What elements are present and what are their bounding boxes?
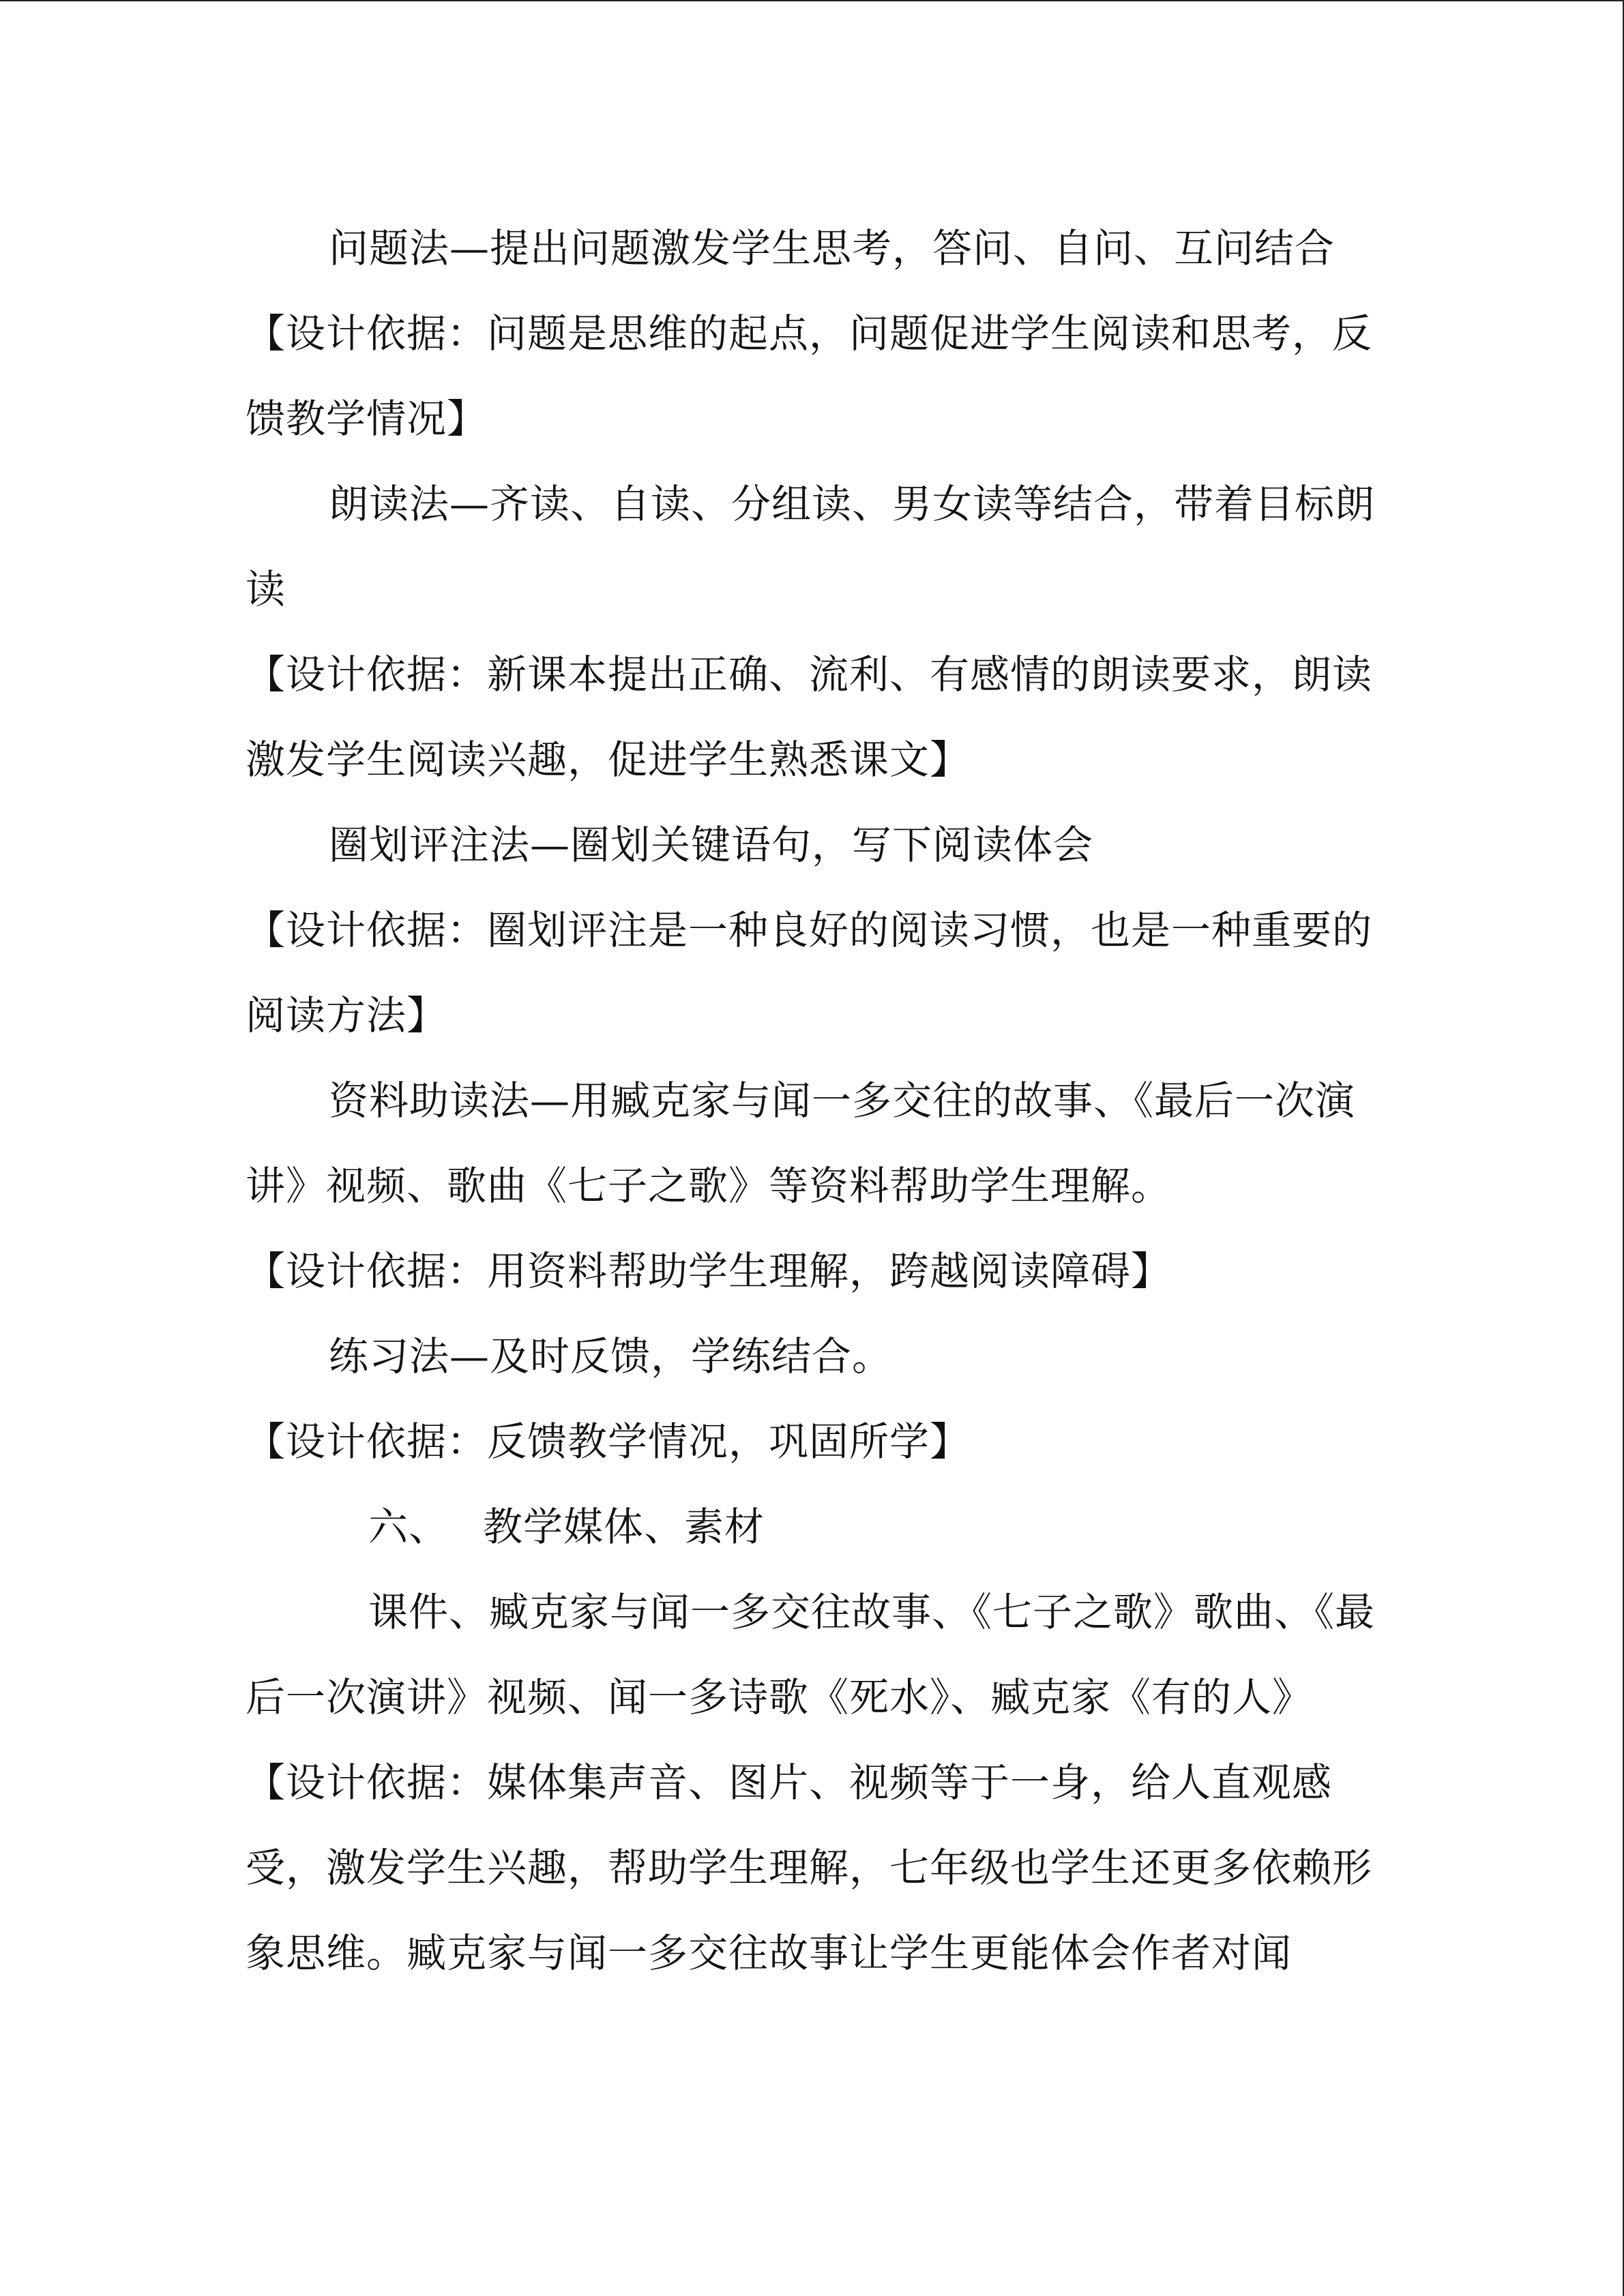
- design-basis-practice: 【设计依据：反馈教学情况，巩固所学】: [246, 1418, 971, 1465]
- section-title: 教学媒体、素材: [483, 1504, 765, 1550]
- paragraph-reading-method: 朗读法—齐读、自读、分组读、男女读等结合，带着目标朗读: [246, 481, 1376, 612]
- design-basis-reading: 【设计依据：新课本提出正确、流利、有感情的朗读要求，朗读激发学生阅读兴趣，促进学生熟悉课文】: [246, 651, 1373, 783]
- paragraph-material-method: 资料助读法—用臧克家与闻一多交往的故事、《最后一次演讲》视频、歌曲《七子之歌》等资料帮助学生理解。: [246, 1077, 1356, 1209]
- document-body: [246, 206, 1391, 1996]
- paragraph-media-list: 课件、臧克家与闻一多交往故事、《七子之歌》歌曲、《最后一次演讲》视频、闻一多诗歌《死水》、臧克家《有的人》: [246, 1589, 1376, 1720]
- section-heading: [246, 1485, 1391, 1570]
- section-number: 六、: [368, 1504, 449, 1550]
- design-basis-question: 【设计依据：问题是思维的起点，问题促进学生阅读和思考，反馈教学情况】: [246, 310, 1373, 442]
- paragraph-annotation-method: 圈划评注法—圈划关键语句，写下阅读体会: [329, 822, 1094, 868]
- paragraph-question-method: 问题法—提出问题激发学生思考，答问、自问、互问结合: [329, 225, 1335, 271]
- paragraph-practice-method: 练习法—及时反馈，学练结合。: [329, 1333, 893, 1380]
- design-basis-material: 【设计依据：用资料帮助学生理解，跨越阅读障碍】: [246, 1248, 1172, 1294]
- design-basis-media: 【设计依据：媒体集声音、图片、视频等于一身，给人直观感受，激发学生兴趣，帮助学生理解，七年级也学生还更多依赖形象思维。臧克家与闻一多交往故事让学生更能体会作者对闻: [246, 1759, 1373, 1976]
- design-basis-annotation: 【设计依据：圈划评注是一种良好的阅读习惯，也是一种重要的阅读方法】: [246, 907, 1373, 1039]
